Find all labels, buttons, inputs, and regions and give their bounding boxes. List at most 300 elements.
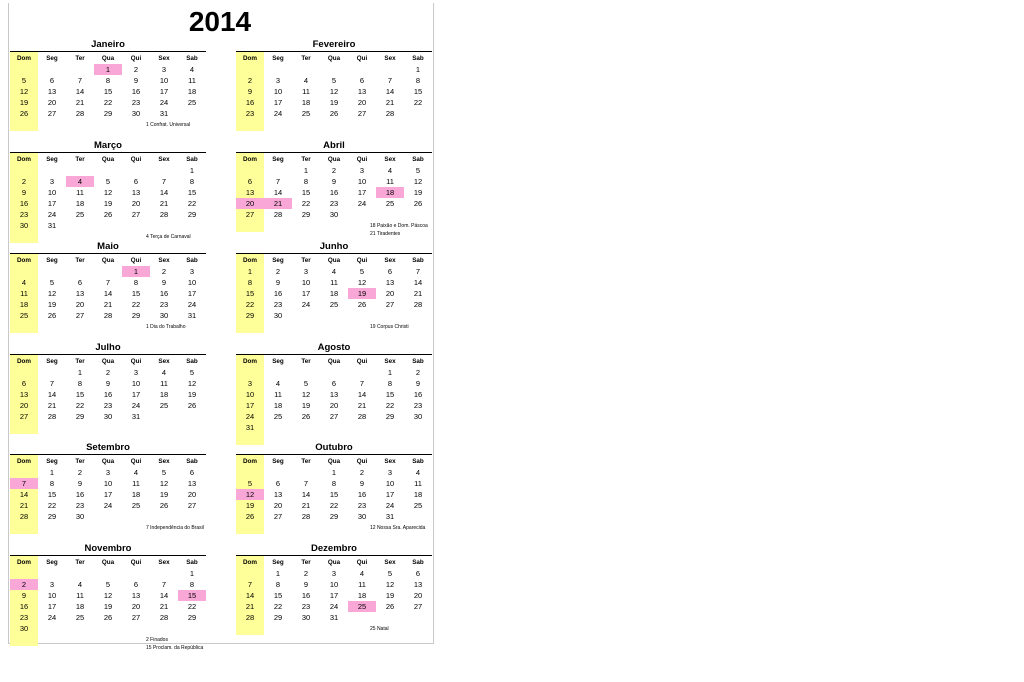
day-cell: 10 (103, 479, 113, 488)
day-cell: 19 (301, 401, 311, 410)
day-cell: 24 (273, 109, 283, 118)
day-cell: 17 (131, 390, 141, 399)
day-cell: 29 (187, 210, 197, 219)
day-cell: 12 (385, 580, 395, 589)
holiday-note: 15 Proclam. da República (146, 645, 204, 651)
weekday-ter: Ter (301, 458, 311, 465)
day-cell: 15 (413, 87, 423, 96)
weekday-sex: Sex (384, 156, 396, 163)
weekday-qui: Qui (356, 55, 368, 62)
day-cell: 23 (245, 109, 255, 118)
day-cell: 17 (47, 602, 57, 611)
day-cell: 23 (413, 401, 423, 410)
day-cell: 27 (357, 109, 367, 118)
holiday-notes (146, 121, 190, 129)
day-cell: 7 (161, 177, 167, 186)
day-cell: 4 (133, 468, 139, 477)
day-cell: 12 (357, 278, 367, 287)
weekday-qui: Qui (130, 55, 142, 62)
day-cell: 16 (301, 591, 311, 600)
day-cell: 11 (132, 479, 140, 488)
day-cell: 23 (159, 300, 169, 309)
day-cell: 23 (301, 602, 311, 611)
holiday-notes (146, 233, 191, 241)
weekday-sab: Sab (186, 358, 198, 365)
day-cell: 15 (301, 188, 311, 197)
day-cell: 28 (159, 613, 169, 622)
weekday-seg: Seg (272, 559, 284, 566)
day-cell: 28 (357, 412, 367, 421)
day-cell: 17 (187, 289, 197, 298)
holiday-note: 1 Confrat. Universal (146, 122, 191, 128)
day-cell: 30 (75, 512, 85, 521)
holiday-day-cell: 19 (348, 288, 376, 299)
day-cell: 7 (275, 177, 281, 186)
day-cell: 14 (19, 490, 29, 499)
day-cell: 16 (159, 289, 169, 298)
day-cell: 16 (131, 87, 141, 96)
day-cell: 8 (331, 479, 337, 488)
holiday-notes (146, 323, 185, 331)
day-cell: 4 (189, 65, 195, 74)
weekday-dom: Dom (243, 559, 257, 566)
day-cell: 20 (187, 490, 197, 499)
day-cell: 23 (19, 210, 29, 219)
weekday-ter: Ter (301, 55, 311, 62)
day-cell: 27 (187, 501, 197, 510)
day-cell: 10 (245, 390, 255, 399)
day-cell: 3 (161, 65, 167, 74)
day-cell: 18 (413, 490, 423, 499)
weekday-sex: Sex (384, 55, 396, 62)
day-cell: 8 (189, 177, 195, 186)
day-cell: 8 (415, 76, 421, 85)
day-cell: 1 (189, 166, 195, 175)
day-cell: 10 (329, 580, 339, 589)
day-cell: 11 (160, 379, 168, 388)
day-cell: 2 (161, 267, 167, 276)
day-cell: 27 (19, 412, 29, 421)
day-cell: 21 (75, 98, 85, 107)
day-cell: 22 (75, 401, 85, 410)
day-cell: 4 (275, 379, 281, 388)
day-cell: 8 (247, 278, 253, 287)
day-cell: 20 (413, 591, 423, 600)
day-cell: 28 (245, 613, 255, 622)
weekday-ter: Ter (75, 559, 85, 566)
day-cell: 22 (273, 602, 283, 611)
day-cell: 27 (329, 412, 339, 421)
day-cell: 21 (245, 602, 255, 611)
day-cell: 3 (49, 580, 55, 589)
day-cell: 26 (357, 300, 367, 309)
day-cell: 14 (413, 278, 423, 287)
month-title: Dezembro (311, 543, 357, 554)
weekday-dom: Dom (243, 156, 257, 163)
weekday-qui: Qui (130, 559, 142, 566)
weekday-seg: Seg (46, 559, 58, 566)
day-cell: 28 (273, 210, 283, 219)
day-cell: 3 (105, 468, 111, 477)
day-cell: 5 (49, 278, 55, 287)
day-cell: 7 (415, 267, 421, 276)
day-cell: 13 (131, 188, 141, 197)
day-cell: 13 (187, 479, 197, 488)
day-cell: 29 (245, 311, 255, 320)
day-cell: 4 (415, 468, 421, 477)
day-cell: 31 (329, 613, 339, 622)
day-cell: 27 (75, 311, 85, 320)
day-cell: 13 (131, 591, 141, 600)
day-cell: 2 (275, 267, 281, 276)
day-cell: 25 (75, 613, 85, 622)
month-title: Maio (97, 241, 119, 252)
day-cell: 4 (359, 569, 365, 578)
day-cell: 29 (103, 109, 113, 118)
weekday-qua: Qua (101, 559, 115, 566)
weekday-dom: Dom (243, 358, 257, 365)
weekday-qua: Qua (327, 156, 341, 163)
weekday-seg: Seg (272, 55, 284, 62)
day-cell: 14 (273, 188, 283, 197)
day-cell: 30 (413, 412, 423, 421)
weekday-ter: Ter (301, 257, 311, 264)
day-cell: 5 (189, 368, 195, 377)
day-cell: 27 (245, 210, 255, 219)
day-cell: 24 (159, 98, 169, 107)
day-cell: 18 (187, 87, 197, 96)
day-cell: 19 (103, 199, 113, 208)
weekday-seg: Seg (46, 55, 58, 62)
day-cell: 25 (385, 199, 395, 208)
day-cell: 20 (47, 98, 57, 107)
weekday-dom: Dom (17, 358, 31, 365)
day-cell: 15 (273, 591, 283, 600)
holiday-day-cell: 12 (236, 489, 264, 500)
holiday-note: 21 Tiradentes (370, 231, 401, 237)
day-cell: 31 (131, 412, 141, 421)
weekday-seg: Seg (46, 458, 58, 465)
day-cell: 17 (159, 87, 169, 96)
day-cell: 27 (413, 602, 423, 611)
day-cell: 8 (49, 479, 55, 488)
day-cell: 9 (415, 379, 421, 388)
holiday-day-cell: 1 (94, 64, 122, 75)
day-cell: 9 (275, 278, 281, 287)
day-cell: 10 (187, 278, 197, 287)
day-cell: 26 (329, 109, 339, 118)
day-cell: 30 (159, 311, 169, 320)
holiday-day-cell: 2 (10, 579, 38, 590)
day-cell: 2 (77, 468, 83, 477)
day-cell: 18 (273, 401, 283, 410)
day-cell: 14 (75, 87, 85, 96)
weekday-sex: Sex (384, 257, 396, 264)
day-cell: 5 (105, 580, 111, 589)
day-cell: 11 (274, 390, 282, 399)
day-cell: 9 (105, 379, 111, 388)
day-cell: 2 (247, 76, 253, 85)
day-cell: 7 (105, 278, 111, 287)
holiday-notes (146, 524, 204, 532)
day-cell: 28 (301, 512, 311, 521)
day-cell: 18 (19, 300, 29, 309)
day-cell: 6 (415, 569, 421, 578)
holiday-note: 7 Independência do Brasil (146, 525, 204, 531)
day-cell: 22 (413, 98, 423, 107)
day-cell: 28 (19, 512, 29, 521)
weekday-dom: Dom (17, 257, 31, 264)
day-cell: 1 (415, 65, 421, 74)
day-cell: 21 (159, 602, 169, 611)
day-cell: 7 (49, 379, 55, 388)
day-cell: 21 (159, 199, 169, 208)
weekday-sab: Sab (412, 358, 424, 365)
day-cell: 3 (247, 379, 253, 388)
day-cell: 17 (245, 401, 255, 410)
weekday-qua: Qua (101, 257, 115, 264)
day-cell: 30 (131, 109, 141, 118)
weekday-ter: Ter (301, 358, 311, 365)
day-cell: 8 (105, 76, 111, 85)
day-cell: 9 (133, 76, 139, 85)
day-cell: 12 (103, 591, 113, 600)
day-cell: 24 (131, 401, 141, 410)
day-cell: 14 (47, 390, 57, 399)
day-cell: 5 (415, 166, 421, 175)
day-cell: 19 (19, 98, 29, 107)
weekday-sab: Sab (186, 458, 198, 465)
day-cell: 24 (357, 199, 367, 208)
day-cell: 4 (387, 166, 393, 175)
day-cell: 18 (301, 98, 311, 107)
day-cell: 3 (331, 569, 337, 578)
holiday-notes (370, 524, 425, 532)
day-cell: 13 (47, 87, 57, 96)
day-cell: 9 (331, 177, 337, 186)
day-cell: 15 (385, 390, 395, 399)
holiday-day-cell: 4 (66, 176, 94, 187)
weekday-qui: Qui (130, 358, 142, 365)
day-cell: 8 (303, 177, 309, 186)
day-cell: 1 (49, 468, 55, 477)
day-cell: 25 (75, 210, 85, 219)
day-cell: 7 (303, 479, 309, 488)
day-cell: 24 (47, 210, 57, 219)
day-cell: 31 (47, 221, 57, 230)
day-cell: 11 (302, 87, 310, 96)
day-cell: 6 (359, 76, 365, 85)
day-cell: 19 (187, 390, 197, 399)
day-cell: 1 (303, 166, 309, 175)
day-cell: 16 (413, 390, 423, 399)
day-cell: 15 (103, 87, 113, 96)
day-cell: 22 (187, 602, 197, 611)
weekday-sex: Sex (384, 559, 396, 566)
weekday-qui: Qui (356, 358, 368, 365)
day-cell: 1 (189, 569, 195, 578)
day-cell: 28 (103, 311, 113, 320)
day-cell: 14 (301, 490, 311, 499)
day-cell: 13 (75, 289, 85, 298)
weekday-qua: Qua (101, 358, 115, 365)
weekday-sab: Sab (412, 156, 424, 163)
day-cell: 19 (385, 591, 395, 600)
day-cell: 1 (77, 368, 83, 377)
weekday-seg: Seg (272, 458, 284, 465)
day-cell: 19 (103, 602, 113, 611)
month-title: Julho (95, 342, 121, 353)
day-cell: 26 (385, 602, 395, 611)
weekday-sab: Sab (412, 458, 424, 465)
day-cell: 15 (245, 289, 255, 298)
day-cell: 3 (189, 267, 195, 276)
day-cell: 20 (131, 199, 141, 208)
month-title: Janeiro (91, 39, 125, 50)
day-cell: 29 (385, 412, 395, 421)
holiday-day-cell: 18 (376, 187, 404, 198)
day-cell: 28 (75, 109, 85, 118)
day-cell: 10 (301, 278, 311, 287)
day-cell: 1 (275, 569, 281, 578)
weekday-sab: Sab (186, 257, 198, 264)
day-cell: 6 (21, 379, 27, 388)
day-cell: 19 (245, 501, 255, 510)
day-cell: 5 (161, 468, 167, 477)
day-cell: 3 (387, 468, 393, 477)
day-cell: 23 (273, 300, 283, 309)
day-cell: 13 (385, 278, 395, 287)
day-cell: 22 (47, 501, 57, 510)
day-cell: 6 (247, 177, 253, 186)
day-cell: 26 (245, 512, 255, 521)
day-cell: 17 (329, 591, 339, 600)
holiday-notes (146, 636, 203, 652)
day-cell: 23 (19, 613, 29, 622)
day-cell: 27 (47, 109, 57, 118)
day-cell: 24 (245, 412, 255, 421)
weekday-seg: Seg (46, 358, 58, 365)
day-cell: 31 (385, 512, 395, 521)
day-cell: 21 (413, 289, 423, 298)
weekday-sex: Sex (158, 156, 170, 163)
day-cell: 8 (189, 580, 195, 589)
day-cell: 28 (159, 210, 169, 219)
day-cell: 2 (331, 166, 337, 175)
month-title: Abril (323, 140, 345, 151)
day-cell: 16 (19, 602, 29, 611)
year-title: 2014 (188, 6, 252, 37)
day-cell: 29 (47, 512, 57, 521)
holiday-day-cell: 15 (178, 590, 206, 601)
day-cell: 30 (357, 512, 367, 521)
day-cell: 17 (47, 199, 57, 208)
day-cell: 24 (187, 300, 197, 309)
day-cell: 2 (415, 368, 421, 377)
day-cell: 17 (357, 188, 367, 197)
day-cell: 6 (387, 267, 393, 276)
holiday-day-cell: 25 (348, 601, 376, 612)
day-cell: 30 (103, 412, 113, 421)
day-cell: 22 (301, 199, 311, 208)
month-title: Novembro (84, 543, 132, 554)
day-cell: 21 (19, 501, 29, 510)
weekday-ter: Ter (75, 358, 85, 365)
day-cell: 13 (19, 390, 29, 399)
day-cell: 10 (131, 379, 141, 388)
month-title: Fevereiro (312, 39, 356, 50)
weekday-qua: Qua (101, 156, 115, 163)
day-cell: 7 (247, 580, 253, 589)
weekday-sex: Sex (158, 458, 170, 465)
day-cell: 3 (133, 368, 139, 377)
day-cell: 10 (357, 177, 367, 186)
day-cell: 6 (49, 76, 55, 85)
day-cell: 25 (159, 401, 169, 410)
weekday-seg: Seg (46, 257, 58, 264)
day-cell: 3 (359, 166, 365, 175)
day-cell: 12 (301, 390, 311, 399)
day-cell: 17 (385, 490, 395, 499)
weekday-sex: Sex (158, 559, 170, 566)
day-cell: 13 (329, 390, 339, 399)
weekday-sex: Sex (384, 458, 396, 465)
day-cell: 17 (103, 490, 113, 499)
day-cell: 22 (329, 501, 339, 510)
day-cell: 19 (159, 490, 169, 499)
day-cell: 23 (357, 501, 367, 510)
day-cell: 25 (413, 501, 423, 510)
day-cell: 4 (161, 368, 167, 377)
day-cell: 1 (331, 468, 337, 477)
holiday-note: 1 Dia do Trabalho (146, 324, 186, 330)
day-cell: 19 (413, 188, 423, 197)
day-cell: 10 (273, 87, 283, 96)
day-cell: 31 (187, 311, 197, 320)
weekday-ter: Ter (75, 156, 85, 163)
month-title: Agosto (317, 342, 351, 353)
day-cell: 9 (21, 188, 27, 197)
day-cell: 26 (413, 199, 423, 208)
weekday-seg: Seg (46, 156, 58, 163)
weekday-qua: Qua (327, 458, 341, 465)
day-cell: 12 (47, 289, 57, 298)
day-cell: 16 (103, 390, 113, 399)
day-cell: 16 (75, 490, 85, 499)
weekday-sab: Sab (412, 55, 424, 62)
holiday-note: 25 Natal (370, 626, 389, 632)
day-cell: 7 (161, 580, 167, 589)
day-cell: 13 (357, 87, 367, 96)
day-cell: 20 (329, 401, 339, 410)
holiday-notes (370, 625, 389, 633)
weekday-sab: Sab (186, 559, 198, 566)
day-cell: 11 (386, 177, 394, 186)
weekday-qui: Qui (130, 458, 142, 465)
weekday-seg: Seg (272, 156, 284, 163)
day-cell: 5 (105, 177, 111, 186)
day-cell: 9 (247, 87, 253, 96)
day-cell: 31 (159, 109, 169, 118)
day-cell: 25 (187, 98, 197, 107)
weekday-qui: Qui (130, 257, 142, 264)
day-cell: 26 (187, 401, 197, 410)
holiday-note: 18 Paixão e Dom. Páscoa (370, 223, 428, 229)
day-cell: 2 (21, 177, 27, 186)
day-cell: 5 (331, 76, 337, 85)
month-title: Junho (319, 241, 349, 252)
day-cell: 10 (47, 591, 57, 600)
